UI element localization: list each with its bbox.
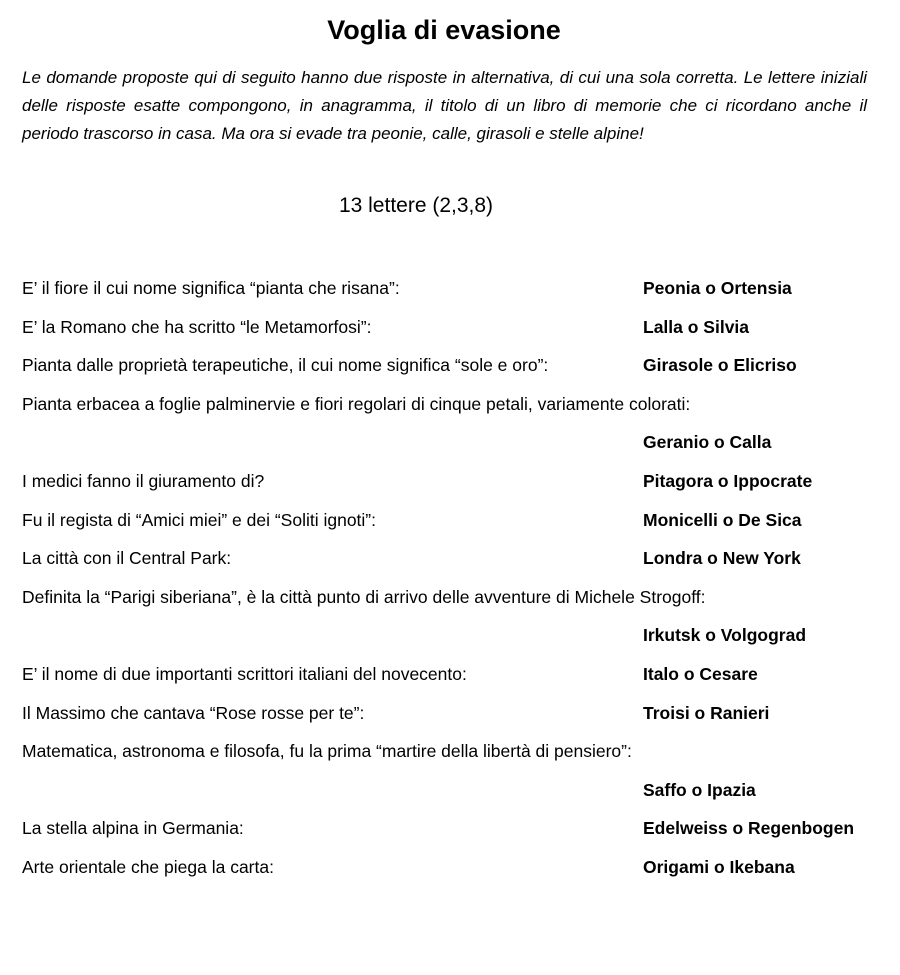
question-text: La stella alpina in Germania:	[22, 818, 244, 839]
question-text: E’ la Romano che ha scritto “le Metamorfosi”:	[22, 316, 372, 337]
answer-options: Londra o New York	[643, 548, 801, 569]
question-row	[22, 391, 882, 430]
answer-options: Edelweiss o Regenbogen	[643, 818, 855, 839]
question-row	[22, 815, 882, 854]
question-row	[22, 545, 882, 584]
question-row	[22, 777, 882, 816]
letters-hint: 13 lettere (2,3,8)	[338, 194, 494, 217]
question-text: Pianta dalle proprietà terapeutiche, il cui nome significa “sole e oro”:	[22, 355, 549, 376]
answer-options: Troisi o Ranieri	[643, 702, 770, 723]
answer-options: Origami o Ikebana	[643, 856, 795, 877]
question-text: E’ il fiore il cui nome significa “pianta che risana”:	[22, 278, 400, 298]
question-text: I medici fanno il giuramento di?	[22, 470, 265, 491]
page-title: Voglia di evasione	[327, 15, 561, 45]
question-row	[22, 429, 882, 468]
answer-options: Monicelli o De Sica	[643, 509, 802, 530]
question-text: E’ il nome di due importanti scrittori italiani del novecento:	[22, 663, 467, 684]
question-text: Il Massimo che cantava “Rose rosse per te”:	[22, 702, 365, 723]
question-text: Pianta erbacea a foglie palminervie e fiori regolari di cinque petali, variamente colorati:	[22, 393, 691, 414]
answer-options: Saffo o Ipazia	[643, 779, 756, 800]
question-row	[22, 507, 882, 546]
question-text: Matematica, astronoma e filosofa, fu la prima “martire della libertà di pensiero”:	[22, 741, 632, 762]
question-row	[22, 314, 882, 353]
answer-options: Peonia o Ortensia	[643, 278, 792, 298]
answer-options: Irkutsk o Volgograd	[643, 625, 807, 646]
answer-options: Italo o Cesare	[643, 663, 758, 684]
question-row	[22, 738, 882, 777]
intro-paragraph: Le domande proposte qui di seguito hanno due risposte in alternativa, di cui una sola corretta. Le lettere iniziali delle risposte esatte compongono, in anagramma, il titolo di un libro di memorie che ci ricordano anche il periodo trascorso in casa. Ma ora si evade tra peonie, calle, girasoli e stelle alpine!	[22, 68, 867, 143]
question-text: Arte orientale che piega la carta:	[22, 856, 274, 877]
answer-options: Lalla o Silvia	[643, 316, 750, 337]
question-row	[22, 661, 882, 700]
question-row	[22, 622, 882, 661]
question-row	[22, 468, 882, 507]
question-text: Definita la “Parigi siberiana”, è la città punto di arrivo delle avventure di Michele Strogoff:	[22, 586, 706, 607]
question-text: La città con il Central Park:	[22, 548, 232, 569]
question-list	[22, 275, 882, 893]
answer-options: Pitagora o Ippocrate	[643, 470, 813, 491]
question-row	[22, 700, 882, 739]
answer-options: Geranio o Calla	[643, 432, 772, 453]
question-row	[22, 584, 882, 623]
question-row	[22, 352, 882, 391]
question-text: Fu il regista di “Amici miei” e dei “Soliti ignoti”:	[22, 509, 376, 530]
question-row	[22, 854, 882, 893]
question-row	[22, 275, 882, 314]
answer-options: Girasole o Elicriso	[643, 355, 797, 376]
